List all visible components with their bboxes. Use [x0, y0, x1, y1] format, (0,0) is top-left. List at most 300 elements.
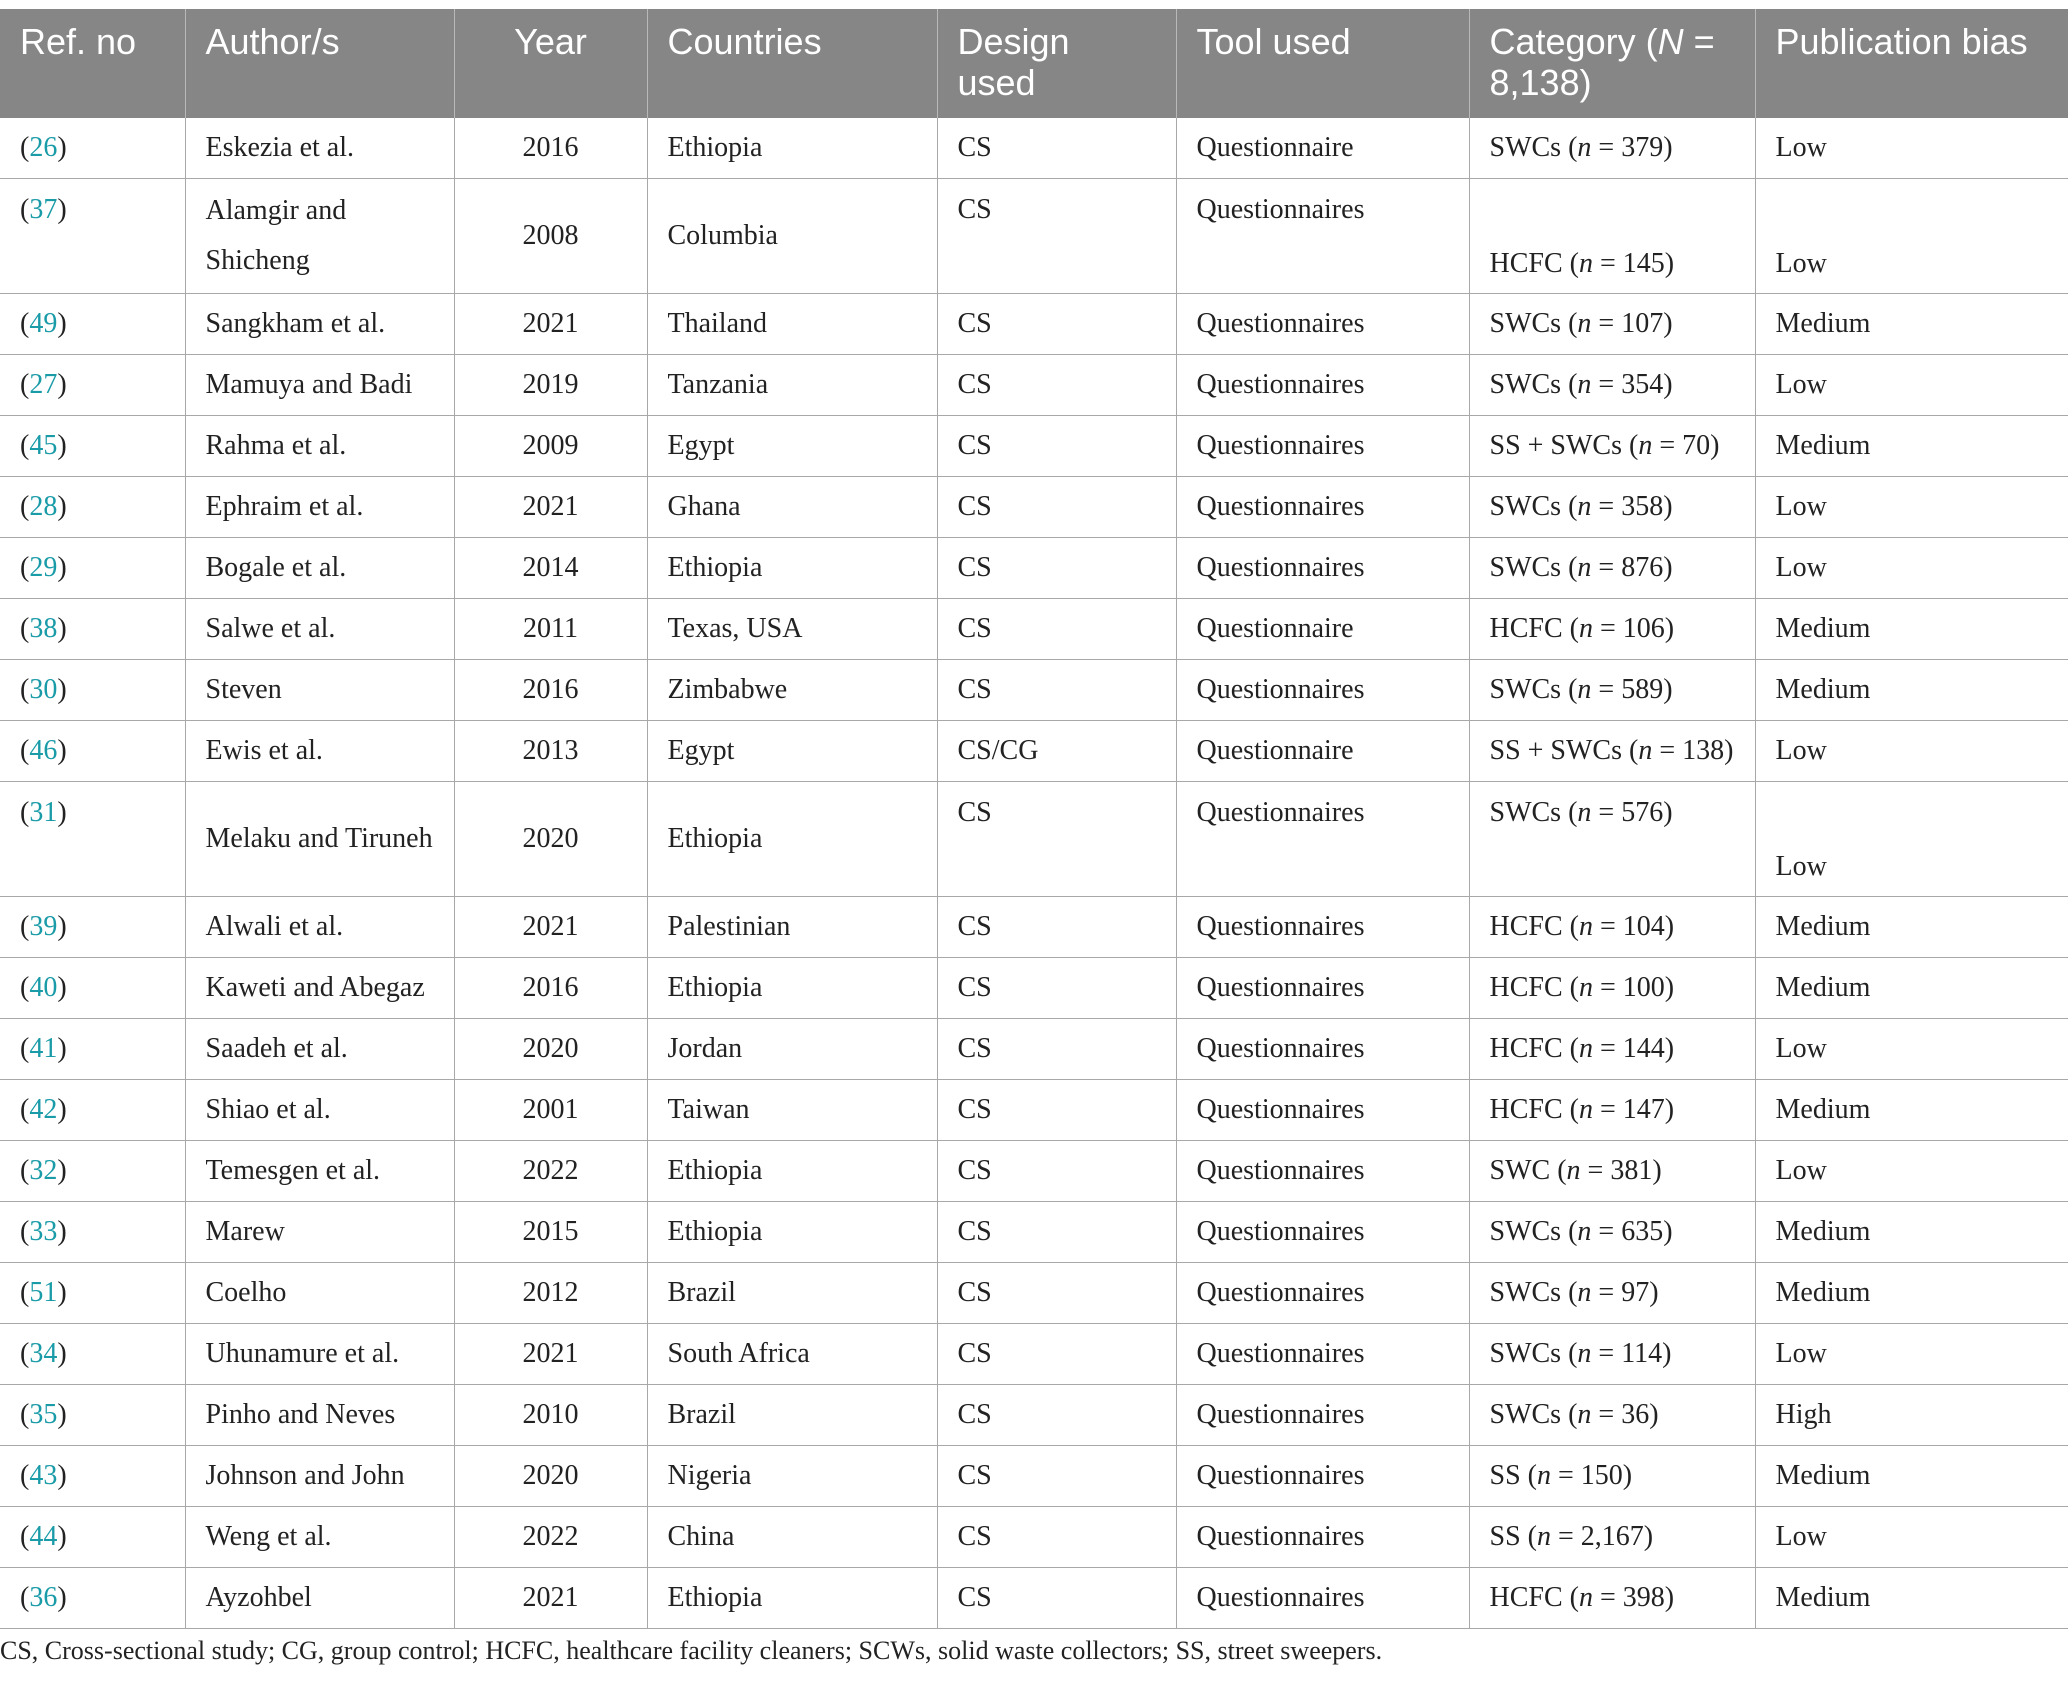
design-text: CS — [957, 369, 992, 400]
table-row — [0, 897, 2068, 958]
table-body — [0, 118, 2068, 1629]
category-close: ) — [1663, 132, 1673, 163]
reference-link[interactable]: 31 — [29, 797, 58, 828]
tool-text: Questionnaires — [1196, 1155, 1365, 1186]
category-open: ( — [1622, 735, 1639, 766]
reference-link[interactable]: 38 — [29, 613, 58, 644]
category-open: ( — [1562, 248, 1579, 279]
design-cell — [937, 1324, 1176, 1385]
country-cell — [647, 721, 937, 782]
country-cell — [647, 294, 937, 355]
header-category-prefix: Category ( — [1489, 21, 1658, 62]
category-eq: = — [1592, 1094, 1623, 1125]
reference-link[interactable]: 49 — [29, 308, 58, 339]
tool-text: Questionnaires — [1196, 797, 1365, 828]
ref-close-paren: ) — [57, 1094, 67, 1125]
category-close: ) — [1649, 1277, 1659, 1308]
author-cell — [185, 1019, 454, 1080]
author-text: Ayzohbel — [205, 1582, 312, 1613]
reference-link[interactable]: 43 — [29, 1460, 58, 1491]
country-text: Ethiopia — [667, 132, 763, 163]
year-cell — [454, 1141, 647, 1202]
category-eq: = — [1591, 1216, 1622, 1247]
category-n-value: 114 — [1621, 1338, 1663, 1369]
design-text: CS — [957, 797, 992, 828]
tool-text: Questionnaires — [1196, 491, 1365, 522]
category-close: ) — [1663, 308, 1673, 339]
table-row — [0, 538, 2068, 599]
year-cell — [454, 1202, 647, 1263]
ref-open-paren: ( — [20, 1460, 30, 1491]
design-text: CS — [957, 1155, 992, 1186]
tool-cell — [1176, 660, 1469, 721]
table-row — [0, 477, 2068, 538]
category-n-value: 150 — [1580, 1460, 1623, 1491]
design-text: CS — [957, 1338, 992, 1369]
year-cell — [454, 599, 647, 660]
header-category — [1469, 9, 1755, 118]
country-text: Nigeria — [667, 1460, 752, 1491]
ref-cell — [0, 1568, 185, 1629]
design-text: CS — [957, 132, 992, 163]
country-cell — [647, 958, 937, 1019]
country-cell — [647, 1507, 937, 1568]
country-cell — [647, 1141, 937, 1202]
category-text: SWCs — [1489, 674, 1562, 705]
country-cell — [647, 1324, 937, 1385]
country-text: Ghana — [667, 491, 741, 522]
category-text: SWCs — [1489, 1216, 1562, 1247]
table-container — [0, 9, 2068, 1629]
country-text: Jordan — [667, 1033, 743, 1064]
table-row — [0, 1324, 2068, 1385]
category-text: HCFC — [1489, 911, 1563, 942]
design-text: CS — [957, 1582, 992, 1613]
category-cell — [1469, 294, 1755, 355]
country-text: Thailand — [667, 308, 768, 339]
design-cell — [937, 958, 1176, 1019]
design-cell — [937, 1446, 1176, 1507]
category-cell — [1469, 599, 1755, 660]
country-text: Texas, USA — [667, 613, 803, 644]
category-n-value: 138 — [1682, 735, 1725, 766]
category-eq: = — [1550, 1521, 1581, 1552]
year-cell — [454, 782, 647, 897]
category-text: HCFC — [1489, 1582, 1563, 1613]
reference-link[interactable]: 44 — [29, 1521, 58, 1552]
ref-close-paren: ) — [57, 911, 67, 942]
country-cell — [647, 1019, 937, 1080]
tool-cell — [1176, 1141, 1469, 1202]
category-close: ) — [1710, 430, 1720, 461]
ref-cell — [0, 118, 185, 179]
design-cell — [937, 1080, 1176, 1141]
category-close: ) — [1663, 1216, 1673, 1247]
year-text: 2016 — [522, 132, 579, 163]
tool-cell — [1176, 1263, 1469, 1324]
ref-open-paren: ( — [20, 1338, 30, 1369]
bias-text: Low — [1775, 248, 1827, 279]
category-eq: = — [1591, 797, 1622, 828]
category-eq: = — [1591, 552, 1622, 583]
author-text: Coelho — [205, 1277, 287, 1308]
design-text: CS — [957, 1094, 992, 1125]
category-text: HCFC — [1489, 1033, 1563, 1064]
header-design-used: Design used — [937, 9, 1176, 118]
reference-link[interactable]: 51 — [29, 1277, 58, 1308]
author-cell — [185, 958, 454, 1019]
category-eq: = — [1592, 972, 1623, 1003]
reference-link[interactable]: 40 — [29, 972, 58, 1003]
table-row — [0, 721, 2068, 782]
ref-open-paren: ( — [20, 491, 30, 522]
ref-cell — [0, 1141, 185, 1202]
ref-close-paren: ) — [57, 1460, 67, 1491]
author-text: Ephraim et al. — [205, 491, 364, 522]
ref-open-paren: ( — [20, 1399, 30, 1430]
category-n-symbol: n — [1577, 797, 1592, 828]
category-cell — [1469, 477, 1755, 538]
reference-link[interactable]: 30 — [29, 674, 58, 705]
category-cell — [1469, 1019, 1755, 1080]
ref-close-paren: ) — [57, 797, 67, 828]
tool-cell — [1176, 721, 1469, 782]
tool-text: Questionnaires — [1196, 308, 1365, 339]
ref-close-paren: ) — [57, 491, 67, 522]
bias-text: Low — [1775, 1033, 1827, 1064]
year-text: 2021 — [522, 308, 579, 339]
tool-cell — [1176, 538, 1469, 599]
category-text: SWCs — [1489, 491, 1562, 522]
ref-close-paren: ) — [57, 735, 67, 766]
category-text: SWCs — [1489, 1399, 1562, 1430]
reference-link[interactable]: 46 — [29, 735, 58, 766]
category-n-value: 576 — [1621, 797, 1664, 828]
reference-link[interactable]: 28 — [29, 491, 58, 522]
ref-cell — [0, 416, 185, 477]
year-cell — [454, 897, 647, 958]
reference-link[interactable]: 35 — [29, 1399, 58, 1430]
ref-close-paren: ) — [57, 1521, 67, 1552]
bias-text: Low — [1775, 1521, 1827, 1552]
tool-cell — [1176, 1324, 1469, 1385]
tool-cell — [1176, 416, 1469, 477]
ref-cell — [0, 179, 185, 294]
bias-text: Medium — [1775, 674, 1871, 705]
tool-cell — [1176, 1080, 1469, 1141]
ref-close-paren: ) — [57, 552, 67, 583]
category-n-value: 147 — [1622, 1094, 1665, 1125]
table-row — [0, 1568, 2068, 1629]
category-n-symbol: n — [1578, 1582, 1593, 1613]
category-cell — [1469, 721, 1755, 782]
design-cell — [937, 1019, 1176, 1080]
bias-text: High — [1775, 1399, 1832, 1430]
bias-cell — [1755, 118, 2068, 179]
author-text: Weng et al. — [205, 1521, 332, 1552]
header-row — [0, 9, 2068, 118]
bias-cell — [1755, 1202, 2068, 1263]
category-close: ) — [1663, 369, 1673, 400]
year-text: 2021 — [522, 1582, 579, 1613]
reference-link[interactable]: 39 — [29, 911, 58, 942]
author-cell — [185, 782, 454, 897]
author-cell — [185, 721, 454, 782]
country-text: Brazil — [667, 1399, 736, 1430]
category-close: ) — [1663, 491, 1673, 522]
reference-link[interactable]: 32 — [29, 1155, 58, 1186]
ref-open-paren: ( — [20, 430, 30, 461]
author-cell — [185, 1385, 454, 1446]
reference-link[interactable]: 45 — [29, 430, 58, 461]
category-text: SWCs — [1489, 369, 1562, 400]
ref-open-paren: ( — [20, 1521, 30, 1552]
country-text: Tanzania — [667, 369, 769, 400]
category-open: ( — [1561, 132, 1578, 163]
category-eq: = — [1591, 308, 1622, 339]
author-cell — [185, 660, 454, 721]
ref-open-paren: ( — [20, 797, 30, 828]
category-text: SWC — [1489, 1155, 1551, 1186]
category-open: ( — [1561, 1399, 1578, 1430]
ref-close-paren: ) — [57, 1338, 67, 1369]
year-text: 2012 — [522, 1277, 579, 1308]
tool-text: Questionnaire — [1196, 735, 1354, 766]
design-cell — [937, 1202, 1176, 1263]
category-cell — [1469, 355, 1755, 416]
author-text: Shiao et al. — [205, 1094, 331, 1125]
design-cell — [937, 355, 1176, 416]
category-cell — [1469, 958, 1755, 1019]
year-cell — [454, 538, 647, 599]
category-text: SWCs — [1489, 552, 1562, 583]
category-n-value: 589 — [1621, 674, 1664, 705]
tool-cell — [1176, 1019, 1469, 1080]
tool-text: Questionnaires — [1196, 1338, 1365, 1369]
author-cell — [185, 477, 454, 538]
table-row — [0, 1141, 2068, 1202]
category-eq: = — [1591, 1338, 1622, 1369]
category-n-value: 379 — [1621, 132, 1664, 163]
studies-table — [0, 9, 2068, 1629]
category-text: HCFC — [1489, 972, 1563, 1003]
bias-text: Low — [1775, 851, 1827, 882]
bias-cell — [1755, 1080, 2068, 1141]
category-eq: = — [1591, 369, 1622, 400]
year-cell — [454, 1019, 647, 1080]
reference-link[interactable]: 34 — [29, 1338, 58, 1369]
ref-close-paren: ) — [57, 1033, 67, 1064]
bias-text: Low — [1775, 552, 1827, 583]
tool-text: Questionnaires — [1196, 552, 1365, 583]
author-text: Johnson and John — [205, 1460, 405, 1491]
design-cell — [937, 660, 1176, 721]
bias-text: Medium — [1775, 613, 1871, 644]
year-text: 2016 — [522, 674, 579, 705]
tool-text: Questionnaires — [1196, 369, 1365, 400]
tool-cell — [1176, 1385, 1469, 1446]
category-n-symbol: n — [1536, 1460, 1551, 1491]
year-text: 2013 — [522, 735, 579, 766]
author-text: Sangkham et al. — [205, 308, 386, 339]
category-close: ) — [1664, 1582, 1675, 1613]
year-cell — [454, 416, 647, 477]
category-text: HCFC — [1489, 1094, 1563, 1125]
country-cell — [647, 1080, 937, 1141]
design-cell — [937, 477, 1176, 538]
reference-link[interactable]: 36 — [29, 1582, 58, 1613]
tool-cell — [1176, 179, 1469, 294]
country-cell — [647, 179, 937, 294]
tool-cell — [1176, 294, 1469, 355]
bias-text: Low — [1775, 1338, 1827, 1369]
category-close: ) — [1652, 1155, 1662, 1186]
bias-cell — [1755, 721, 2068, 782]
author-cell — [185, 118, 454, 179]
category-n-value: 106 — [1622, 613, 1665, 644]
reference-link[interactable]: 41 — [29, 1033, 58, 1064]
category-n-value: 2,167 — [1580, 1521, 1644, 1552]
reference-link[interactable]: 27 — [29, 369, 58, 400]
bias-cell — [1755, 416, 2068, 477]
category-cell — [1469, 1507, 1755, 1568]
bias-text: Low — [1775, 491, 1827, 522]
author-cell — [185, 538, 454, 599]
category-n-symbol: n — [1577, 1277, 1592, 1308]
tool-cell — [1176, 1507, 1469, 1568]
country-cell — [647, 416, 937, 477]
category-cell — [1469, 1568, 1755, 1629]
ref-cell — [0, 897, 185, 958]
category-n-value: 144 — [1622, 1033, 1665, 1064]
category-eq: = — [1591, 1399, 1622, 1430]
ref-close-paren: ) — [57, 132, 67, 163]
category-cell — [1469, 1263, 1755, 1324]
bias-cell — [1755, 782, 2068, 897]
category-eq: = — [1592, 911, 1623, 942]
tool-text: Questionnaires — [1196, 1399, 1365, 1430]
category-close: ) — [1662, 1338, 1672, 1369]
year-text: 2020 — [522, 1460, 579, 1491]
category-n-symbol: n — [1577, 552, 1592, 583]
country-text: Ethiopia — [667, 1155, 763, 1186]
ref-cell — [0, 721, 185, 782]
category-close: ) — [1664, 972, 1675, 1003]
ref-cell — [0, 538, 185, 599]
category-open: ( — [1520, 1460, 1537, 1491]
country-cell — [647, 897, 937, 958]
table-row — [0, 1019, 2068, 1080]
tool-text: Questionnaires — [1196, 430, 1365, 461]
year-cell — [454, 958, 647, 1019]
ref-cell — [0, 1324, 185, 1385]
header-category-N: N — [1657, 21, 1684, 62]
category-text: SWCs — [1489, 1277, 1562, 1308]
bias-text: Medium — [1775, 1460, 1871, 1491]
bias-cell — [1755, 1324, 2068, 1385]
bias-cell — [1755, 179, 2068, 294]
year-cell — [454, 1263, 647, 1324]
year-text: 2022 — [522, 1521, 579, 1552]
header-tool-used: Tool used — [1176, 9, 1469, 118]
author-text: Ewis et al. — [205, 735, 323, 766]
country-text: Brazil — [667, 1277, 736, 1308]
category-close: ) — [1643, 1521, 1654, 1552]
reference-link[interactable]: 29 — [29, 552, 58, 583]
category-eq: = — [1591, 1277, 1622, 1308]
category-cell — [1469, 1324, 1755, 1385]
year-text: 2022 — [522, 1155, 579, 1186]
author-cell — [185, 599, 454, 660]
category-text: SS + SWCs — [1489, 735, 1623, 766]
bias-cell — [1755, 355, 2068, 416]
ref-open-paren: ( — [20, 194, 30, 225]
design-cell — [937, 416, 1176, 477]
year-text: 2021 — [522, 1338, 579, 1369]
tool-text: Questionnaires — [1196, 972, 1365, 1003]
design-text: CS — [957, 674, 992, 705]
reference-link[interactable]: 26 — [29, 132, 58, 163]
category-close: ) — [1663, 552, 1673, 583]
category-cell — [1469, 1080, 1755, 1141]
table-header — [0, 9, 2068, 118]
tool-cell — [1176, 355, 1469, 416]
bias-text: Medium — [1775, 308, 1871, 339]
category-open: ( — [1561, 552, 1578, 583]
country-text: Ethiopia — [667, 552, 763, 583]
table-row — [0, 179, 2068, 294]
year-cell — [454, 1568, 647, 1629]
year-cell — [454, 660, 647, 721]
category-n-value: 398 — [1622, 1582, 1665, 1613]
category-n-symbol: n — [1578, 1033, 1593, 1064]
year-text: 2009 — [522, 430, 579, 461]
year-cell — [454, 294, 647, 355]
author-text: Saadeh et al. — [205, 1033, 348, 1064]
ref-open-paren: ( — [20, 1216, 30, 1247]
tool-cell — [1176, 1446, 1469, 1507]
category-open: ( — [1561, 369, 1578, 400]
ref-open-paren: ( — [20, 674, 30, 705]
author-text: Melaku and Tiruneh — [205, 823, 433, 854]
tool-text: Questionnaires — [1196, 1094, 1365, 1125]
category-n-value: 107 — [1621, 308, 1664, 339]
category-eq: = — [1550, 1460, 1581, 1491]
category-open: ( — [1561, 674, 1578, 705]
design-cell — [937, 782, 1176, 897]
ref-cell — [0, 660, 185, 721]
table-row — [0, 599, 2068, 660]
category-close: ) — [1664, 248, 1675, 279]
category-close: ) — [1724, 735, 1734, 766]
category-cell — [1469, 179, 1755, 294]
category-text: SWCs — [1489, 797, 1562, 828]
year-text: 2021 — [522, 911, 579, 942]
tool-text: Questionnaires — [1196, 194, 1365, 225]
bias-text: Medium — [1775, 1216, 1871, 1247]
category-cell — [1469, 118, 1755, 179]
reference-link[interactable]: 37 — [29, 194, 58, 225]
category-open: ( — [1561, 1277, 1578, 1308]
tool-cell — [1176, 477, 1469, 538]
table-row — [0, 1446, 2068, 1507]
ref-open-paren: ( — [20, 369, 30, 400]
category-n-symbol: n — [1577, 308, 1592, 339]
author-text: Steven — [205, 674, 282, 705]
reference-link[interactable]: 33 — [29, 1216, 58, 1247]
reference-link[interactable]: 42 — [29, 1094, 58, 1125]
category-open: ( — [1562, 613, 1579, 644]
